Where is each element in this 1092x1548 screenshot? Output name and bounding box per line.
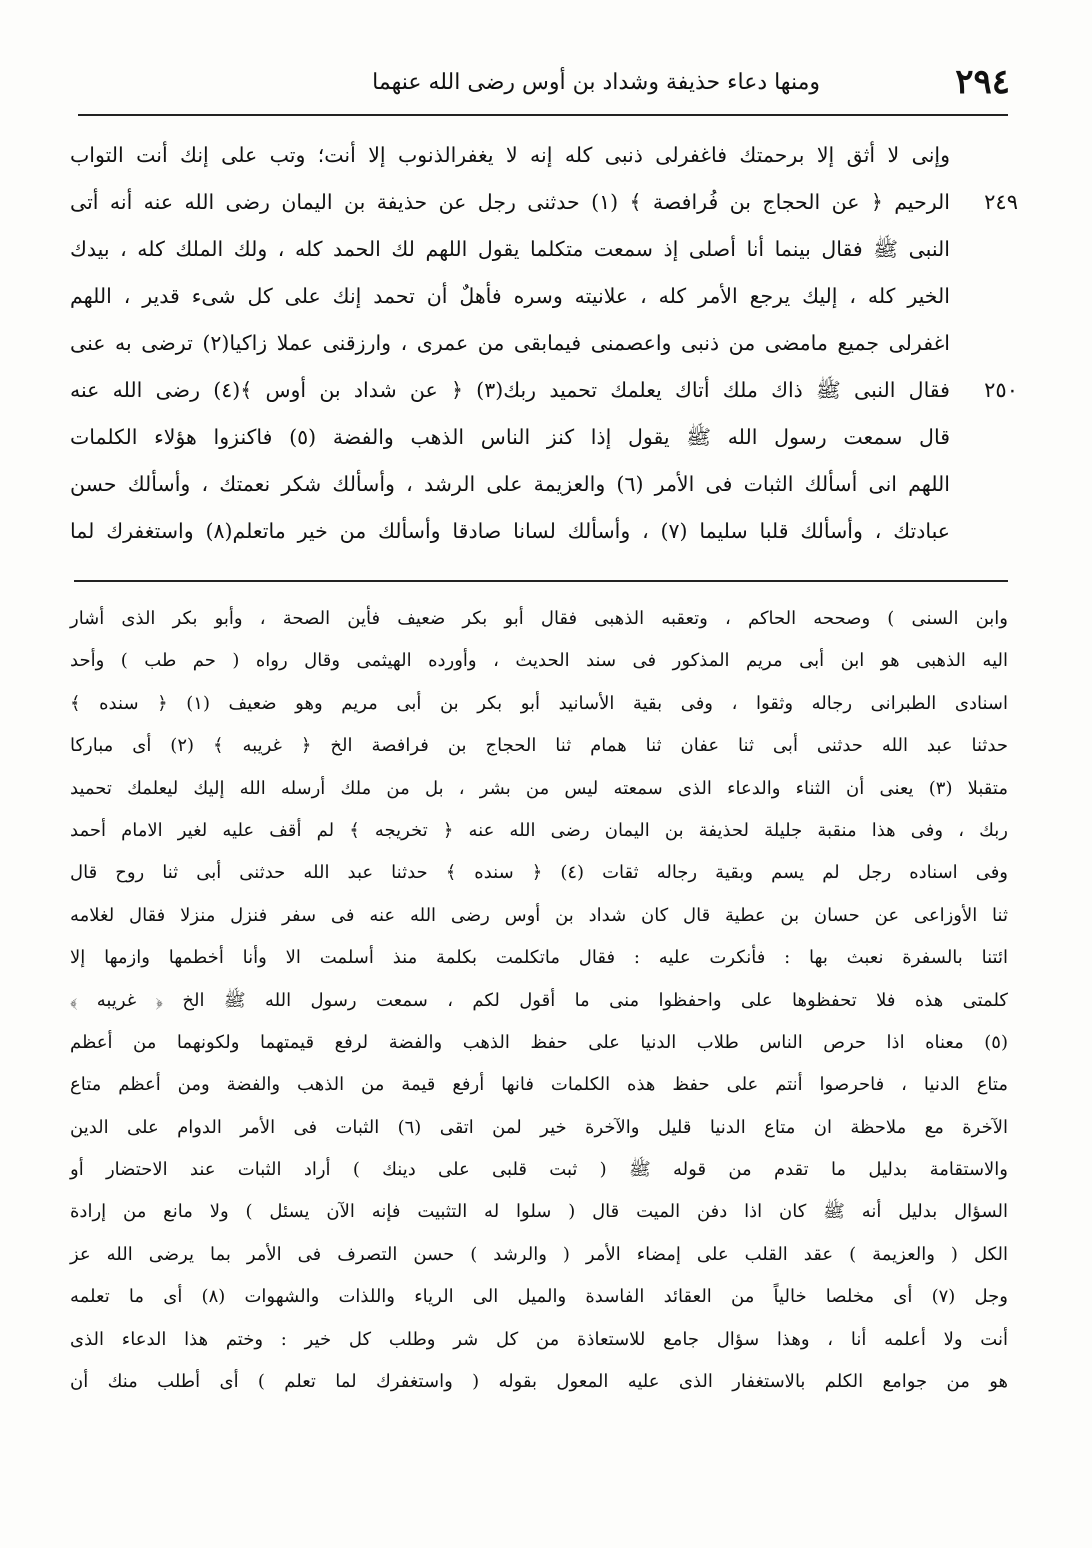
main-text-line — [70, 414, 950, 461]
footnote-line: والاستقامة بدليل ما تقدم من قوله ﷺ ( ثبت قلبى على دينك ) أراد الثبات عند الاحتضار أو — [70, 1159, 1008, 1181]
footnote-line: (٥) معناه اذا حرص الناس طلاب الدنيا على حفظ الذهب والفضة لرفع قيمتهما ولكونهما من أعظم — [70, 1031, 1008, 1053]
footnote-line: متقبلا (٣) يعنى أن الثناء والدعاء الذى سمعته ليس من بشر ، بل من ملك أرسله الله إليك ليعلمك تحميد — [70, 777, 1008, 799]
main-text-line — [70, 508, 950, 555]
main-text-line — [70, 320, 950, 367]
main-text-content: عبادتك ، وأسألك قلبا سليما (٧) ، وأسألك لسانا صادقا وأسألك من خير ماتعلم(٨) واستغفرك لما — [70, 519, 950, 543]
footnote-separator — [74, 580, 1008, 582]
main-text-line — [70, 273, 950, 320]
main-text-content: الخير كله ، إليك يرجع الأمر كله ، علانيته وسره فأهلٌ أن تحمد إنك على كل شىء قدير ، اللهم — [70, 284, 950, 308]
page-header — [70, 58, 1010, 110]
footnote-line: متاع الدنيا ، فاحرصوا أنتم على حفظ هذه الكلمات فانها أرفع قيمة من الذهب والفضة ومن أعظم متاع — [70, 1074, 1008, 1096]
main-text-content: النبى ﷺ فقال بينما أنا أصلى إذ سمعت متكلما يقول اللهم لك الحمد كله ، ولك الملك كله ، بيدك — [70, 237, 950, 261]
main-text-content: اللهم انى أسألك الثبات فى الأمر (٦) والعزيمة على الرشد ، وأسألك شكر نعمتك ، وأسألك حسن — [70, 472, 950, 496]
main-text-line — [70, 132, 950, 179]
footnotes — [70, 598, 1008, 1403]
footnote-line: حدثنا عبد الله حدثنى أبى ثنا عفان ثنا همام ثنا الحجاج بن فرافصة الخ ﴿ غريبه ﴾ (٢) أى مباركا — [70, 735, 1009, 757]
footnote-line: اسنادى الطبرانى رجاله وثقوا ، وفى بقية الأسانيد أبو بكر بن أبى مريم وهو ضعيف (١) ﴿ سنده ﴾ — [70, 692, 1008, 714]
footnote-line: وابن السنى ) وصححه الحاكم ، وتعقبه الذهبى فقال أبو بكر ضعيف فأين الصحة ، وأبو بكر الذى أشار — [70, 608, 1008, 629]
main-text — [70, 132, 1018, 555]
main-text-content: اغفرلى جميع مامضى من ذنبى واعصمنى فيمابقى من عمرى ، وارزقنى عملا زاكيا(٢) ترضى به عنى — [70, 331, 950, 355]
main-text-line — [70, 367, 1018, 414]
header-rule — [78, 114, 1008, 116]
hadith-number: ٢٥٠ — [984, 378, 1018, 402]
footnote-line: وجل (٧) أى مخلصا خالياً من العقائد الفاسدة والميل الى الرياء واللذات والشهوات (٨) أى ما تعلمه — [70, 1286, 1008, 1308]
footnote-line: أنت ولا أعلمه أنا ، وهذا سؤال جامع للاستعاذة من كل شر وطلب كل خير : وختم هذا الدعاء الذى — [70, 1328, 1008, 1350]
main-text-content: وإنى لا أثق إلا برحمتك فاغفرلى ذنبى كله إنه لا يغفرالذنوب إلا أنت؛ وتب على إنك أنت التواب — [70, 143, 950, 167]
footnote-line: وفى اسناده رجل لم يسم وبقية رجاله ثقات (٤) ﴿ سنده ﴾ حدثنا عبد الله حدثنى أبى ثنا روح قال — [70, 862, 1008, 884]
running-title: ومنها دعاء حذيفة وشداد بن أوس رضى الله عنهما — [372, 70, 820, 95]
hadith-number: ٢٤٩ — [984, 190, 1018, 214]
footnote-line: الكل ( والعزيمة ) عقد القلب على إمضاء الأمر ( والرشد ) حسن التصرف فى الأمر بما يرضى الله عز — [70, 1243, 1008, 1265]
main-text-line — [70, 226, 950, 273]
footnote-line: هو من جوامع الكلم بالاستغفار الذى عليه المعول بقوله ( واستغفرك لما تعلم ) أى أطلب منك أن — [70, 1371, 1008, 1393]
footnote-line: كلمتى هذه فلا تحفظوها على واحفظوا منى ما أقول لكم ، سمعت رسول الله ﷺ الخ ﴿ غريبه ﴾ — [70, 989, 1008, 1011]
main-text-line — [70, 461, 950, 508]
main-text-content: فقال النبى ﷺ ذاك ملك أتاك يعلمك تحميد ربك(٣) ﴿ عن شداد بن أوس ﴾(٤) رضى الله عنه — [70, 378, 950, 402]
footnote-line: ربك ، وفى هذا منقبة جليلة لحذيفة بن اليمان رضى الله عنه ﴿ تخريجه ﴾ لم أقف عليه لغير الامام أحمد — [70, 819, 1008, 841]
footnote-line: الآخرة مع ملاحظة ان متاع الدنيا قليل والآخرة خير لمن اتقى (٦) الثبات فى الأمر الدوام على الدين — [70, 1116, 1008, 1138]
footnote-line: ائتنا بالسفرة نعبث بها : فأنكرت عليه : فقال ماتكلمت بكلمة منذ أسلمت الا وأنا أخطمها وازمها إلا — [70, 947, 1008, 969]
page-number: ٢٩٤ — [955, 62, 1010, 102]
footnote-line: ثنا الأوزاعى عن حسان بن عطية قال كان شداد بن أوس رضى الله عنه فى سفر فنزل منزلا فقال لغلامه — [70, 904, 1008, 926]
footnote-line: السؤال بدليل أنه ﷺ كان اذا دفن الميت قال ( سلوا له التثبيت فإنه الآن يسئل ) ولا مانع من إرادة — [70, 1201, 1008, 1223]
footnote-line: اليه الذهبى هو ابن أبى مريم المذكور فى سند الحديث ، وأورده الهيثمى وقال رواه ( حم طب ) وأحد — [70, 650, 1008, 672]
main-text-line — [70, 179, 1018, 226]
main-text-content: الرحيم ﴿ عن الحجاج بن فُرافصة ﴾ (١) حدثنى رجل عن حذيفة بن اليمان رضى الله عنه أنه أتى — [70, 190, 950, 214]
main-text-content: قال سمعت رسول الله ﷺ يقول إذا كنز الناس الذهب والفضة (٥) فاكنزوا هؤلاء الكلمات — [70, 425, 951, 449]
